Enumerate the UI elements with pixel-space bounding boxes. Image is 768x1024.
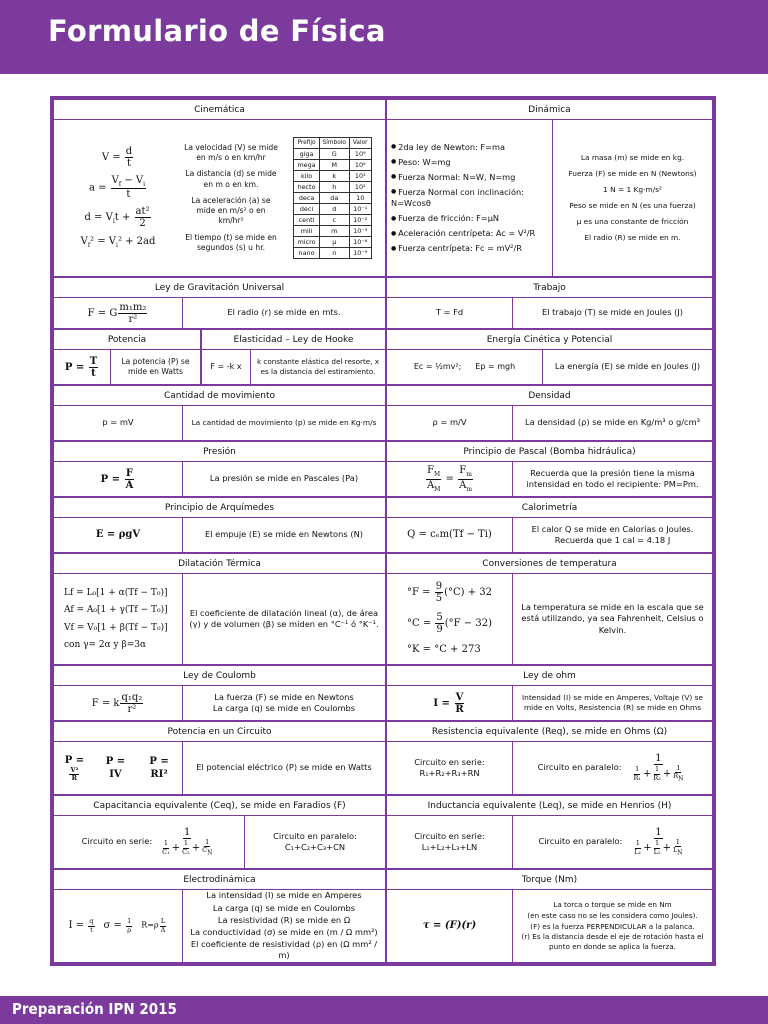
- note: Fuerza (F) se mide en N (Newtons): [568, 169, 697, 179]
- formula-acceleration: a = $\frac{V_f - V_i}{t}$: [88, 174, 146, 201]
- section-title: Resistencia equivalente (Req), se mide en Ohms (Ω): [387, 722, 712, 742]
- formula-cell: E = ρgV: [95, 529, 141, 541]
- table-cell: c: [319, 215, 349, 226]
- table-header-cell: Prefijo: [294, 138, 319, 149]
- section-coulomb: [53, 665, 386, 721]
- table-row: [294, 204, 371, 215]
- list-item: ● Fuerza Normal con inclinación: N=Wcosθ: [391, 187, 548, 209]
- footer-text: Preparación IPN 2015: [12, 1000, 177, 1018]
- table-cell: 10²: [349, 182, 371, 193]
- table-row: [294, 182, 371, 193]
- formula-cell: ρ = m/V: [432, 417, 467, 428]
- section-title: Calorimetría: [387, 498, 712, 518]
- dinamica-notes-cell: [552, 120, 712, 276]
- table-cell: 10³: [349, 171, 371, 182]
- table-cell: micro: [294, 237, 319, 248]
- page-title: Formulario de Física: [48, 14, 386, 48]
- note: Peso se mide en N (es una fuerza): [569, 201, 696, 210]
- section-movimiento: [53, 385, 386, 441]
- formula-conductivity: σ = $\frac{1}{\rho}$: [103, 917, 132, 934]
- table-row: [294, 160, 371, 171]
- section-title: Densidad: [387, 386, 712, 406]
- section-title: Capacitancia equivalente (Ceq), se mide en Faradios (F): [54, 796, 385, 816]
- table-cell: 10⁻²: [349, 215, 371, 226]
- note: El radio (R) se mide en m.: [584, 232, 681, 242]
- desc-cell: El trabajo (T) se mide en Joules (J): [512, 298, 712, 328]
- section-ohm: [386, 665, 713, 721]
- table-cell: 10⁹: [349, 149, 371, 160]
- formula-cell: [387, 574, 512, 664]
- parallel-label: Circuito en paralelo:: [537, 762, 622, 773]
- series-label: Circuito en serie:: [414, 756, 485, 767]
- formula-final-velocity: $V_f^2 = V_i^2 + 2ad$: [80, 236, 156, 250]
- parallel-cell: [512, 742, 712, 794]
- list-item: ● Fuerza de fricción: F=μN: [391, 213, 548, 224]
- section-conversiones: [386, 553, 713, 665]
- table-row: [294, 171, 371, 182]
- series-label: Circuito en serie:: [81, 836, 153, 847]
- desc-cell: La cantidad de movimiento (p) se mide en Kg·m/s: [182, 406, 385, 440]
- section-gravitacion: [53, 277, 386, 329]
- parallel-cell: [512, 816, 712, 868]
- section-trabajo: [386, 277, 713, 329]
- formula-cell: [54, 462, 182, 496]
- section-torque: [386, 869, 713, 963]
- formula-pascal: $\frac{F_M}{A_M}$ = $\frac{F_m}{A_m}$: [426, 464, 473, 493]
- desc-line: La torca o torque se mide en Nm: [553, 900, 672, 910]
- unit-note: La aceleración (a) se mide en m/s² o en km/hr²: [191, 195, 271, 226]
- table-cell: 10⁻¹: [349, 204, 371, 215]
- section-title: Ley de Gravitación Universal: [54, 278, 385, 298]
- desc-line: La intensidad (I) se mide en Amperes: [206, 890, 362, 901]
- section-title: Electrodinámica: [54, 870, 385, 890]
- section-electrodinamica: [53, 869, 386, 963]
- formula-f-to-c: °C = $\frac{5}{9}$ (°F − 32): [407, 612, 492, 636]
- laws-cell: [387, 120, 552, 276]
- table-cell: nano: [294, 248, 319, 259]
- desc-cell: El coeficiente de dilatación lineal (α), de área (γ) y de volumen (β) se miden en °C⁻¹ ó °K⁻¹.: [182, 574, 385, 664]
- table-cell: n: [319, 248, 349, 259]
- section-cinematica: [53, 99, 386, 277]
- formula-cell: p = mV: [102, 417, 134, 428]
- section-dinamica: [386, 99, 713, 277]
- formula-cell: [54, 350, 110, 384]
- desc-cell: La temperatura se mide en la escala que se está utilizando, ya sea Fahrenheit, Celsius o Kelvin.: [512, 574, 712, 664]
- desc-line: (r) Es la distancia desde el eje de rotación hasta el punto en donde se aplica la fuerza.: [521, 932, 704, 952]
- section-presion: [53, 441, 386, 497]
- table-cell: 10⁻³: [349, 226, 371, 237]
- formula-cell: T = Fd: [435, 307, 464, 318]
- section-title: Elasticidad – Ley de Hooke: [202, 330, 385, 350]
- formula-gravitation: F = G $\frac{\text{m₁m₂}}{\text{r²}}$: [87, 301, 147, 325]
- section-densidad: [386, 385, 713, 441]
- section-energia: [386, 329, 713, 385]
- desc-line: (en este caso no se les considera como Joules).: [527, 910, 698, 920]
- table-cell: 10⁶: [349, 160, 371, 171]
- formula-kinetic-energy: Ec = ½mv²;: [413, 361, 462, 371]
- table-cell: k: [319, 171, 349, 182]
- parallel-label: Circuito en paralelo:: [538, 836, 623, 847]
- desc-cell: k constante elástica del resorte, x es la distancia del estiramiento.: [250, 350, 385, 384]
- section-title: Potencia en un Circuito: [54, 722, 385, 742]
- formula-cell: [54, 890, 182, 962]
- table-row: [294, 215, 371, 226]
- desc-line: (F) es la fuerza PERPENDICULAR a la palanca.: [530, 921, 695, 931]
- table-cell: hecto: [294, 182, 319, 193]
- formula-power-iv: P = IV: [105, 755, 126, 780]
- list-item: ● Aceleración centrípeta: Ac = V²/R: [391, 228, 548, 239]
- header-bar: [0, 0, 768, 74]
- desc-cell: La potencia (P) se mide en Watts: [110, 350, 200, 384]
- formula-cell: F = -k x: [210, 361, 242, 371]
- desc-cell: La densidad (ρ) se mide en Kg/m³ o g/cm³: [512, 406, 712, 440]
- section-resistencia: [386, 721, 713, 795]
- formula-pressure: P = $\frac{F}{A}$: [100, 467, 134, 491]
- table-cell: 10⁻⁶: [349, 237, 371, 248]
- formula-velocity: V = $\frac{d}{t}$: [101, 145, 133, 169]
- section-title: Potencia: [54, 330, 200, 350]
- section-potencia: [53, 329, 201, 385]
- table-cell: mili: [294, 226, 319, 237]
- note: μ es una constante de fricción: [576, 216, 689, 226]
- section-capacitancia: [53, 795, 386, 869]
- formula-cell: Q = cₑm(Tf − Ti): [407, 529, 492, 541]
- formula-volume-expansion: Vf = V₀[1 + β(Tf − T₀)]: [64, 622, 168, 633]
- formula-c-to-k: °K = °C + 273: [407, 644, 481, 656]
- table-row: [294, 226, 371, 237]
- formula-cell: [54, 120, 182, 276]
- desc-line: La carga (q) se mide en Coulombs: [212, 703, 356, 713]
- series-formula: R₁+R₂+R₃+RN: [419, 768, 480, 778]
- desc-cell: [182, 686, 385, 720]
- list-item: ● Fuerza Normal: N=W, N=mg: [391, 172, 548, 183]
- desc-line: Recuerda que 1 cal = 4.18 J: [554, 535, 671, 545]
- table-row: [294, 248, 371, 259]
- formula-current: I = $\frac{q}{t}$: [68, 917, 94, 934]
- section-hooke: [201, 329, 386, 385]
- formula-cell: [387, 462, 512, 496]
- section-inductancia: [386, 795, 713, 869]
- desc-cell: [512, 518, 712, 552]
- section-title: Ley de ohm: [387, 666, 712, 686]
- series-cell: [54, 816, 244, 868]
- desc-cell: La energía (E) se mide en Joules (J): [542, 350, 712, 384]
- table-row: [294, 149, 371, 160]
- section-title: Dilatación Térmica: [54, 554, 385, 574]
- parallel-formula: C₁+C₂+C₃+CN: [284, 842, 346, 852]
- formula-linear-expansion: Lf = L₀[1 + α(Tf − T₀)]: [64, 588, 168, 599]
- formula-resistance: R=ρ $\frac{L}{A}$: [141, 917, 166, 934]
- formula-potential-energy: Ep = mgh: [475, 361, 516, 371]
- unit-note: El tiempo (t) se mide en segundos (s) u hr.: [185, 232, 277, 252]
- prefix-table-cell: [280, 120, 385, 276]
- section-title: Cinemática: [54, 100, 385, 120]
- list-item: ● Peso: W=mg: [391, 157, 548, 168]
- section-potencia-circuito: [53, 721, 386, 795]
- table-cell: m: [319, 226, 349, 237]
- list-item: ● Fuerza centrípeta: Fc = mV²/R: [391, 243, 548, 254]
- formula-cell: [54, 298, 182, 328]
- table-cell: deca: [294, 193, 319, 204]
- table-header-cell: Valor: [349, 138, 371, 149]
- series-cell: [387, 816, 512, 868]
- table-cell: kilo: [294, 171, 319, 182]
- formula-relations: con γ= 2α y β=3α: [64, 639, 147, 650]
- series-cell: [387, 742, 512, 794]
- parallel-formula: 1 $\frac{1}{\text{L₁}}$ + $\frac{1}{\text{L₂}}$ + $\frac{1}{L_N}$: [634, 826, 683, 857]
- unit-note: La velocidad (V) se mide en m/s o en km/hr: [184, 142, 278, 163]
- desc-cell: Intensidad (I) se mide en Amperes, Voltaje (V) se mide en Volts, Resistencia (R) se mide en Ohms: [512, 686, 712, 720]
- footer-bar: [0, 996, 768, 1024]
- desc-cell: El radio (r) se mide en mts.: [182, 298, 385, 328]
- formula-coulomb: F = k $\frac{\text{q₁q₂}}{\text{r²}}$: [91, 691, 143, 715]
- desc-line: La fuerza (F) se mide en Newtons: [214, 691, 354, 702]
- section-title: Principio de Pascal (Bomba hidráulica): [387, 442, 712, 462]
- prefix-table: [293, 137, 371, 259]
- section-title: Conversiones de temperatura: [387, 554, 712, 574]
- formula-cell: [54, 686, 182, 720]
- desc-cell: El empuje (E) se mide en Newtons (N): [182, 518, 385, 552]
- desc-line: El coeficiente de resistividad (ρ) en (Ω mm² / m): [190, 939, 378, 961]
- table-cell: M: [319, 160, 349, 171]
- table-header-row: [294, 138, 371, 149]
- section-title: Cantidad de movimiento: [54, 386, 385, 406]
- section-dilatacion: [53, 553, 386, 665]
- formula-ohm: I = $\frac{V}{R}$: [433, 691, 464, 715]
- section-title: Dinámica: [387, 100, 712, 120]
- desc-cell: Recuerda que la presión tiene la misma intensidad en todo el recipiente: PM=Pm.: [512, 462, 712, 496]
- table-cell: centi: [294, 215, 319, 226]
- table-cell: 10⁻⁹: [349, 248, 371, 259]
- list-item: ● 2da ley de Newton: F=ma: [391, 142, 548, 153]
- parallel-cell: [244, 816, 385, 868]
- formula-cell: τ = (F)(r): [422, 920, 477, 932]
- formula-cell: [54, 742, 182, 794]
- desc-line: La carga (q) se mide en Coulombs: [212, 902, 356, 913]
- laws-list: [391, 138, 548, 259]
- desc-cell: El potencial eléctrico (P) se mide en Watts: [182, 742, 385, 794]
- table-row: [294, 193, 371, 204]
- table-cell: h: [319, 182, 349, 193]
- table-cell: giga: [294, 149, 319, 160]
- section-title: Ley de Coulomb: [54, 666, 385, 686]
- formula-cell: [54, 574, 182, 664]
- table-cell: d: [319, 204, 349, 215]
- note: 1 N = 1 Kg·m/s²: [603, 185, 662, 195]
- series-formula: 1 $\frac{1}{\text{C₁}}$ + $\frac{1}{\text{C₂}}$ + $\frac{1}{C_N}$: [162, 826, 213, 857]
- table-cell: G: [319, 149, 349, 160]
- table-cell: 10: [349, 193, 371, 204]
- section-calorimetria: [386, 497, 713, 553]
- table-cell: μ: [319, 237, 349, 248]
- formula-power-vr: P = $\frac{\text{V²}}{R}$: [64, 754, 85, 783]
- formula-power: P = $\frac{T}{t}$: [64, 355, 98, 379]
- table-cell: deci: [294, 204, 319, 215]
- parallel-formula: 1 $\frac{1}{\text{R₁}}$ + $\frac{1}{\text{R₂}}$ + $\frac{1}{R_N}$: [633, 752, 684, 783]
- formula-distance: $d = V_it$ + $\frac{\text{at²}}{2}$: [84, 206, 150, 230]
- section-pascal: [386, 441, 713, 497]
- section-title: Torque (Nm): [387, 870, 712, 890]
- unit-note: La distancia (d) se mide en m o en km.: [185, 169, 277, 189]
- section-title: Trabajo: [387, 278, 712, 298]
- table-row: [294, 237, 371, 248]
- series-formula: L₁+L₂+L₃+LN: [421, 842, 478, 852]
- formula-cell: [387, 686, 512, 720]
- table-header-cell: Símbolo: [319, 138, 349, 149]
- formula-area-expansion: Af = A₀[1 + γ(Tf − T₀)]: [64, 605, 168, 616]
- desc-line: La resistividad (R) se mide en Ω: [217, 914, 351, 925]
- formula-c-to-f: °F = $\frac{9}{5}$ (°C) + 32: [407, 581, 492, 605]
- section-title: Presión: [54, 442, 385, 462]
- parallel-label: Circuito en paralelo:: [273, 830, 357, 841]
- desc-line: La conductividad (σ) se mide en (m / Ω mm²): [190, 927, 378, 937]
- table-cell: da: [319, 193, 349, 204]
- section-title: Energía Cinética y Potencial: [387, 330, 712, 350]
- units-cell: [182, 120, 280, 276]
- series-label: Circuito en serie:: [414, 830, 485, 841]
- section-title: Inductancia equivalente (Leq), se mide en Henrios (H): [387, 796, 712, 816]
- formula-sheet: [50, 96, 716, 966]
- section-arquimedes: [53, 497, 386, 553]
- desc-line: El calor Q se mide en Calorías o Joules.: [531, 523, 694, 534]
- desc-cell: [512, 890, 712, 962]
- desc-cell: La presión se mide en Pascales (Pa): [182, 462, 385, 496]
- desc-cell: [182, 890, 385, 962]
- note: La masa (m) se mide en kg.: [580, 153, 685, 163]
- table-cell: mega: [294, 160, 319, 171]
- formula-power-ri: P = RI²: [149, 755, 169, 780]
- section-title: Principio de Arquímedes: [54, 498, 385, 518]
- formula-cell: [387, 350, 542, 384]
